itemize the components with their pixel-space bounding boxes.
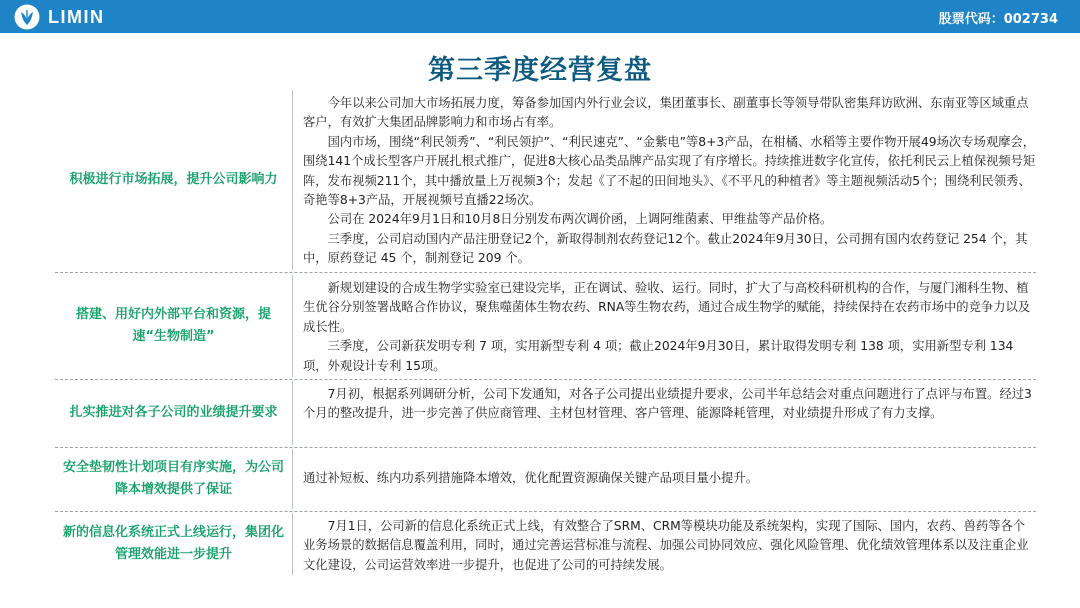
row-label: 安全垫韧性计划项目有序实施，为公司降本增效提供了保证: [62, 460, 284, 497]
header-bar: [0, 0, 1080, 33]
row-label: 搭建、用好内外部平台和资源，提速“生物制造”: [75, 307, 271, 344]
row-content: [292, 275, 1036, 377]
row-divider: [55, 272, 1036, 273]
row-paragraph: 国内市场，围绕“利民领秀”、“利民领护”、“利民速克”、“金紫电”等8+3产品，在柑橘、水稻等主要作物开展49场次专场观摩会，围绕141个成长型客户开展扎根式推广，促进8大核心品类品牌产品实现了有序增长。持续推进数字化宣传，依托利民云上植保视频号矩阵，发布视频211个，其中播放量上万视频3个；发起《了不起的田间地头》、《不平凡的种植者》等主题视频活动5个；围绕利民领秀、奇艳等8+3产品，开展视频号直播22场次。: [303, 134, 1036, 208]
stock-code: 股票代码：002734: [938, 12, 1058, 27]
row-paragraph: 新规划建设的合成生物学实验室已建设完毕，正在调试、验收、运行。同时，扩大了与高校科研机构的合作，与厦门湘科生物、植生优谷分别签署战略合作协议，聚焦噬菌体生物农药、RNA等生物农药，通过合成生物学的赋能，持续保持在农药市场中的竞争力以及成长性。: [303, 281, 1031, 334]
row-content: [292, 90, 1036, 270]
row-divider: [55, 379, 1036, 380]
row-label: 积极进行市场拓展，提升公司影响力: [69, 172, 278, 187]
row-paragraph: 三季度，公司新获发明专利 7 项，实用新型专利 4 项；截止2024年9月30日，累计取得发明专利 138 项，实用新型专利 134 项，外观设计专利 15项。: [303, 339, 1014, 373]
row-content: [292, 381, 1036, 445]
logo-text: LIMIN: [48, 6, 105, 27]
row-paragraph: 7月初，根据系列调研分析，公司下发通知，对各子公司提出业绩提升要求，公司半年总结会对重点问题进行了点评与布置。经过3个月的整改提升，进一步完善了供应商管理、主材包材管理、客户管理、能源降耗管理，对业绩提升形成了有力支撑。: [303, 387, 1032, 421]
review-row-platform: [55, 275, 1036, 377]
row-paragraph: 今年以来公司加大市场拓展力度，筹备参加国内外行业会议，集团董事长、副董事长等领导带队密集拜访欧洲、东南亚等区域重点客户，有效扩大集团品牌影响力和市场占有率。: [303, 96, 1029, 130]
review-row-subsidiaries: [55, 381, 1036, 445]
review-row-market: [55, 90, 1036, 270]
row-paragraph: 三季度，公司启动国内产品注册登记2个，新取得制剂农药登记12个。截止2024年9月30日，公司拥有国内农药登记 254 个，其中，原药登记 45 个，制剂登记 209 个。: [303, 231, 1028, 266]
row-label: 扎实推进对各子公司的业绩提升要求: [69, 405, 278, 420]
row-content: [292, 513, 1036, 575]
leaf-logo-icon: [14, 4, 40, 30]
review-row-safety: [55, 449, 1036, 509]
page-title: 第三季度经营复盘: [428, 55, 652, 86]
row-paragraph: 7月1日，公司新的信息化系统正式上线，有效整合了SRM、CRM等模块功能及系统架构，实现了国际、国内，农药、兽药等各个业务场景的数据信息覆盖利用，同时，通过完善运营标准与流程、加强公司协同效应、强化风险管理、优化绩效管理体系以及注重企业文化建设，公司运营效率进一步提升，也促进了公司的可持续发展。: [303, 519, 1029, 572]
row-divider: [55, 511, 1036, 512]
review-row-it-system: [55, 513, 1036, 575]
row-content: [292, 449, 1036, 509]
company-logo: [14, 4, 105, 30]
row-label: 新的信息化系统正式上线运行，集团化管理效能进一步提升: [62, 525, 284, 562]
row-paragraph: 通过补短板、练内功系列措施降本增效，优化配置资源确保关键产品项目量小提升。: [303, 471, 758, 486]
row-divider: [55, 447, 1036, 448]
row-paragraph: 公司在 2024年9月1日和10月8日分别发布两次调价函，上调阿维菌素、甲维盐等产品价格。: [327, 212, 833, 227]
